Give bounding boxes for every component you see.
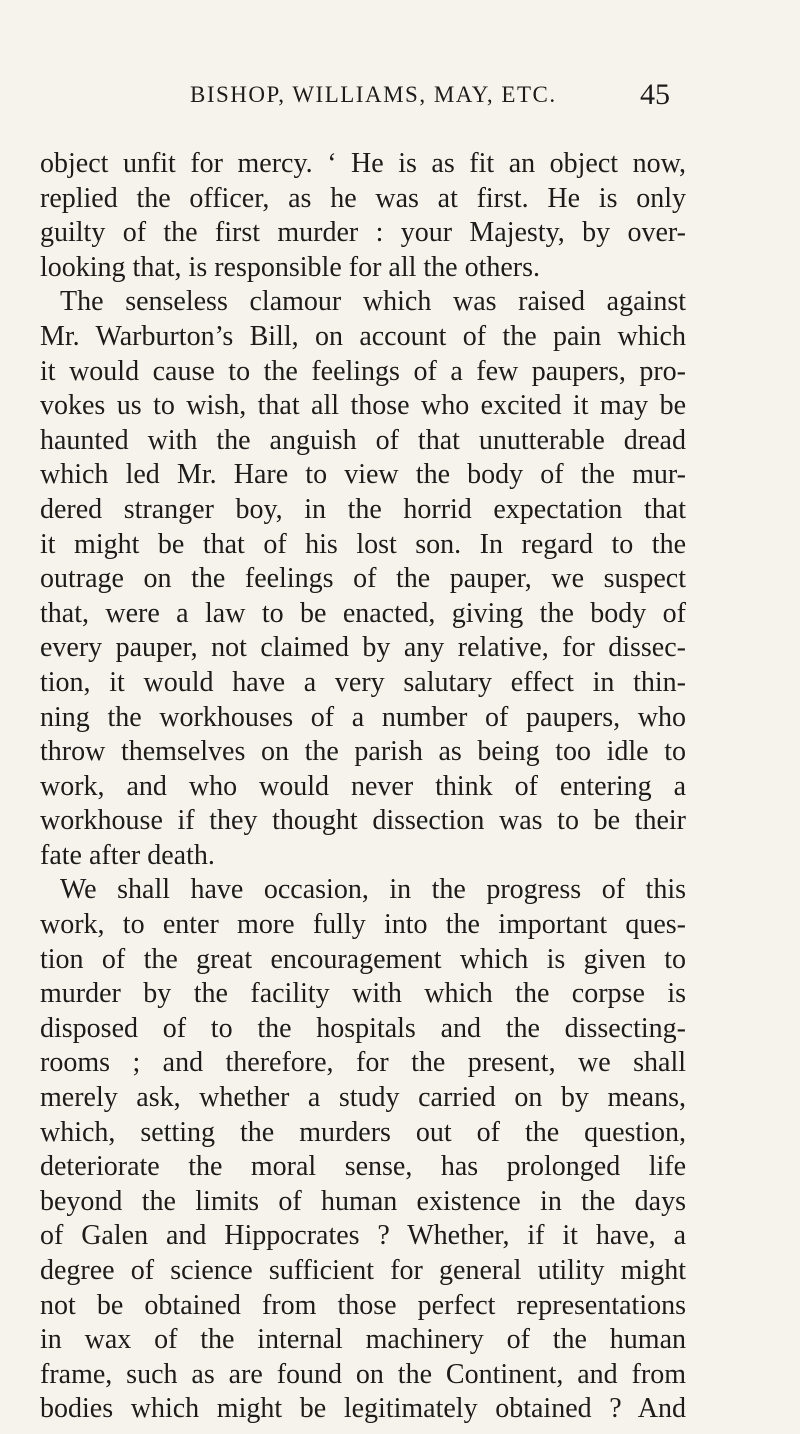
text-line: merely ask, whether a study carried on by means, (40, 1082, 686, 1114)
text-line: deteriorate the moral sense, has prolonged life (40, 1151, 686, 1183)
text-line: beyond the limits of human existence in the days (40, 1185, 686, 1217)
text-line: Mr. Warburton’s Bill, on account of the pain which (40, 320, 686, 352)
text-line: outrage on the feelings of the pauper, we suspect (40, 563, 686, 595)
text-line: murder by the facility with which the corpse is (40, 978, 686, 1010)
running-title: BISHOP, WILLIAMS, MAY, ETC. (190, 82, 557, 107)
text-line: in wax of the internal machinery of the human (40, 1324, 686, 1356)
text-line: work, and who would never think of entering a (40, 770, 686, 802)
text-line: haunted with the anguish of that unutterable dread (40, 424, 686, 456)
text-line: workhouse if they thought dissection was to be their (40, 805, 686, 837)
text-line: fate after death. (40, 839, 215, 871)
text-line: every pauper, not claimed by any relative, for dissec- (40, 632, 686, 664)
text-line: vokes us to wish, that all those who excited it may be (40, 390, 686, 422)
running-header (0, 78, 800, 122)
text-line: of Galen and Hippocrates ? Whether, if it have, a (40, 1220, 686, 1252)
text-line: which, setting the murders out of the question, (40, 1116, 686, 1148)
text-line: it might be that of his lost son. In regard to the (40, 528, 686, 560)
text-line: disposed of to the hospitals and the dissecting- (40, 1012, 686, 1044)
text-line: bodies which might be legitimately obtained ? And (40, 1393, 686, 1425)
text-line: work, to enter more fully into the important ques- (40, 909, 686, 941)
text-line: it would cause to the feelings of a few paupers, pro- (40, 355, 686, 387)
text-line: frame, such as are found on the Continent, and from (40, 1358, 686, 1390)
page-number: 45 (640, 78, 670, 111)
text-line: replied the officer, as he was at first. He is only (40, 182, 686, 214)
text-line: ning the workhouses of a number of paupers, who (40, 701, 686, 733)
body-text (40, 147, 686, 1427)
text-line: tion of the great encouragement which is given to (40, 943, 686, 975)
text-line: tion, it would have a very salutary effect in thin- (40, 666, 686, 698)
text-line: degree of science sufficient for general utility might (40, 1255, 686, 1286)
paragraph-start-line: We shall have occasion, in the progress of this (60, 874, 686, 906)
text-line: that, were a law to be enacted, giving the body of (40, 597, 686, 629)
paragraph-start-line: The senseless clamour which was raised against (60, 286, 686, 318)
text-line: rooms ; and therefore, for the present, we shall (40, 1047, 686, 1079)
text-line: guilty of the first murder : your Majesty, by over- (40, 217, 686, 249)
text-line: which led Mr. Hare to view the body of the mur- (40, 459, 686, 491)
text-line: not be obtained from those perfect representations (40, 1289, 686, 1321)
text-line: dered stranger boy, in the horrid expectation that (40, 493, 686, 525)
text-line: looking that, is responsible for all the others. (40, 251, 541, 283)
text-line: object unfit for mercy. ‘ He is as fit an object now, (40, 148, 686, 179)
text-line: throw themselves on the parish as being too idle to (40, 736, 686, 768)
